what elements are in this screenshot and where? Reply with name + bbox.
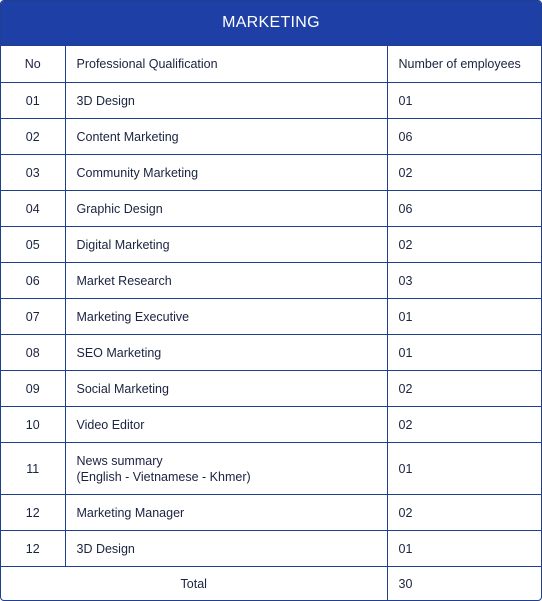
row-no: 08 xyxy=(1,335,65,371)
row-no: 06 xyxy=(1,263,65,299)
total-label: Total xyxy=(1,567,387,601)
row-employees: 01 xyxy=(387,335,541,371)
table-row xyxy=(1,495,541,531)
row-employees: 06 xyxy=(387,119,541,155)
table-row xyxy=(1,191,541,227)
table-row xyxy=(1,83,541,119)
row-qualification: Market Research xyxy=(65,263,387,299)
table-row xyxy=(1,443,541,495)
total-value: 30 xyxy=(387,567,541,601)
row-employees: 01 xyxy=(387,83,541,119)
row-no: 04 xyxy=(1,191,65,227)
row-qualification: Content Marketing xyxy=(65,119,387,155)
table-header-row xyxy=(1,46,541,83)
row-no: 09 xyxy=(1,371,65,407)
row-no: 12 xyxy=(1,531,65,567)
table-title: MARKETING xyxy=(1,1,541,45)
row-qualification: Social Marketing xyxy=(65,371,387,407)
column-header-no: No xyxy=(1,46,65,83)
table-row xyxy=(1,335,541,371)
qualification-table xyxy=(1,45,541,601)
row-qualification: Marketing Manager xyxy=(65,495,387,531)
row-no: 11 xyxy=(1,443,65,495)
column-header-employees: Number of employees xyxy=(387,46,541,83)
row-employees: 01 xyxy=(387,531,541,567)
row-qualification-line2: (English - Vietnamese - Khmer) xyxy=(76,469,251,484)
table-row xyxy=(1,155,541,191)
table-row xyxy=(1,371,541,407)
table-row xyxy=(1,227,541,263)
row-qualification: 3D Design xyxy=(65,83,387,119)
row-employees: 06 xyxy=(387,191,541,227)
row-employees: 01 xyxy=(387,443,541,495)
row-qualification: Digital Marketing xyxy=(65,227,387,263)
row-employees: 03 xyxy=(387,263,541,299)
row-no: 05 xyxy=(1,227,65,263)
row-qualification: Marketing Executive xyxy=(65,299,387,335)
row-qualification: Graphic Design xyxy=(65,191,387,227)
total-row xyxy=(1,567,541,601)
row-no: 12 xyxy=(1,495,65,531)
row-no: 07 xyxy=(1,299,65,335)
table-row xyxy=(1,119,541,155)
row-qualification: Video Editor xyxy=(65,407,387,443)
row-no: 01 xyxy=(1,83,65,119)
table-row xyxy=(1,299,541,335)
table-row xyxy=(1,263,541,299)
row-employees: 02 xyxy=(387,155,541,191)
row-employees: 02 xyxy=(387,495,541,531)
row-no: 02 xyxy=(1,119,65,155)
row-employees: 02 xyxy=(387,407,541,443)
row-employees: 01 xyxy=(387,299,541,335)
table-row xyxy=(1,531,541,567)
row-qualification: Community Marketing xyxy=(65,155,387,191)
row-no: 10 xyxy=(1,407,65,443)
row-no: 03 xyxy=(1,155,65,191)
table-row xyxy=(1,407,541,443)
row-qualification xyxy=(65,443,387,495)
row-employees: 02 xyxy=(387,371,541,407)
row-qualification: 3D Design xyxy=(65,531,387,567)
row-qualification: SEO Marketing xyxy=(65,335,387,371)
row-qualification-line1: News summary xyxy=(76,453,163,468)
row-employees: 02 xyxy=(387,227,541,263)
column-header-qualification: Professional Qualification xyxy=(65,46,387,83)
